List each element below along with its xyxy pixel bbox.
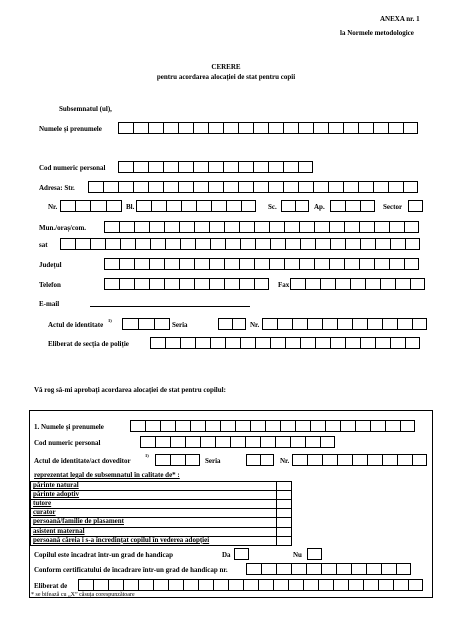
applicant-nr-boxes[interactable] <box>60 200 122 212</box>
quality-checkbox[interactable] <box>277 537 291 545</box>
applicant-id-doc-footnote: 1) <box>108 318 112 323</box>
applicant-mun-label: Mun./oraș/com. <box>39 224 87 232</box>
annex-number: ANEXA nr. 1 <box>380 15 420 23</box>
applicant-judet-boxes[interactable] <box>104 258 419 270</box>
applicant-mun-boxes[interactable] <box>104 221 419 233</box>
applicant-sc-label: Sc. <box>268 203 277 211</box>
handicap-da-label: Da <box>222 551 231 559</box>
applicant-judet-label: Județul <box>39 261 62 269</box>
quality-option: părinte natural <box>33 481 79 489</box>
handicap-nu-checkbox[interactable] <box>307 548 322 560</box>
applicant-email-line[interactable] <box>90 306 250 307</box>
applicant-phone-label: Telefon <box>39 281 61 289</box>
quality-option: persoană căreia i s-a încredințat copilul în vederea adopției <box>33 536 210 544</box>
annex-subtitle: la Normele metodologice <box>340 29 414 37</box>
quality-option: asistent maternal <box>33 527 85 535</box>
child-id-doc-footnote: 1) <box>145 453 149 458</box>
child-cnp-boxes[interactable] <box>140 436 335 448</box>
child-nr-boxes[interactable] <box>292 454 427 466</box>
handicap-nu-label: Nu <box>293 551 302 559</box>
quality-checkbox[interactable] <box>277 500 291 508</box>
applicant-nr2-label: Nr. <box>250 321 260 329</box>
quality-row-divider <box>30 508 292 509</box>
applicant-bl-boxes[interactable] <box>136 200 256 212</box>
applicant-sat-label: sat <box>39 241 48 249</box>
applicant-sector-box[interactable] <box>408 200 423 212</box>
applicant-name-label: Numele și prenumele <box>39 125 102 133</box>
applicant-phone-boxes[interactable] <box>104 278 269 290</box>
applicant-fax-boxes[interactable] <box>290 278 425 290</box>
applicant-serie-boxes[interactable] <box>218 318 246 330</box>
child-serie-boxes[interactable] <box>246 454 274 466</box>
child-cert-label: Conform certificatului de încadrare într-un grad de handicap nr. <box>34 566 228 574</box>
applicant-sat-boxes[interactable] <box>60 238 420 250</box>
applicant-sector-label: Sector <box>383 203 403 211</box>
quality-checkbox[interactable] <box>277 518 291 527</box>
child-name-boxes[interactable] <box>130 420 415 432</box>
quality-checkbox[interactable] <box>277 482 291 490</box>
quality-option: tutore <box>33 499 52 507</box>
form-subtitle: pentru acordarea alocației de stat pentru copii <box>156 73 296 81</box>
applicant-ap-label: Ap. <box>314 203 325 211</box>
applicant-intro: Subsemnatul (ul), <box>59 105 112 113</box>
applicant-nr2-boxes[interactable] <box>262 318 427 330</box>
applicant-police-label: Eliberat de secția de poliție <box>48 340 129 348</box>
child-issued-boxes[interactable] <box>78 579 423 591</box>
applicant-address-label: Adresa: Str. <box>39 184 75 192</box>
applicant-email-label: E-mail <box>39 300 60 308</box>
child-id-type-boxes[interactable] <box>155 454 200 466</box>
quality-checkbox[interactable] <box>277 509 291 517</box>
child-id-doc-label: Actul de identitate/act doveditor <box>34 457 131 465</box>
applicant-street-boxes[interactable] <box>88 181 418 193</box>
child-serie-label: Seria <box>205 457 221 465</box>
request-text: Vă rog să-mi aprobați acordarea alocației de stat pentru copilul: <box>34 386 226 394</box>
applicant-ap-boxes[interactable] <box>330 200 375 212</box>
quality-checkbox[interactable] <box>277 491 291 499</box>
child-handicap-label: Copilul este încadrat într-un grad de handicap <box>34 551 173 559</box>
quality-row-divider <box>30 499 292 500</box>
child-issued-label: Eliberat de <box>34 582 68 590</box>
child-cnp-label: Cod numeric personal <box>34 439 101 447</box>
applicant-id-doc-label: Actul de identitate <box>48 321 104 329</box>
applicant-fax-label: Fax <box>278 281 290 289</box>
form-title: CERERE <box>211 63 241 71</box>
applicant-name-boxes[interactable] <box>118 122 418 134</box>
applicant-police-boxes[interactable] <box>150 337 420 349</box>
quality-checkbox[interactable] <box>277 528 291 536</box>
quality-option: persoană/familie de plasament <box>33 517 124 525</box>
applicant-cnp-label: Cod numeric personal <box>39 164 106 172</box>
child-name-label: 1. Numele și prenumele <box>34 423 104 431</box>
handicap-da-checkbox[interactable] <box>234 548 249 560</box>
applicant-cnp-boxes[interactable] <box>118 161 313 173</box>
applicant-nr-label: Nr. <box>48 203 58 211</box>
child-nr-label: Nr. <box>280 457 290 465</box>
child-cert-boxes[interactable] <box>246 563 411 575</box>
applicant-bl-label: Bl. <box>126 203 135 211</box>
applicant-serie-label: Seria <box>172 321 188 329</box>
quality-option: părinte adoptiv <box>33 490 80 498</box>
quality-option: curator <box>33 508 56 516</box>
applicant-sc-boxes[interactable] <box>281 200 309 212</box>
footnote: * se bifează cu „X” căsuța corespunzătoare <box>31 592 135 598</box>
applicant-id-type-boxes[interactable] <box>122 318 170 330</box>
child-rep-label: reprezentat legal de subsemnatul în calitate de* : <box>34 471 180 479</box>
